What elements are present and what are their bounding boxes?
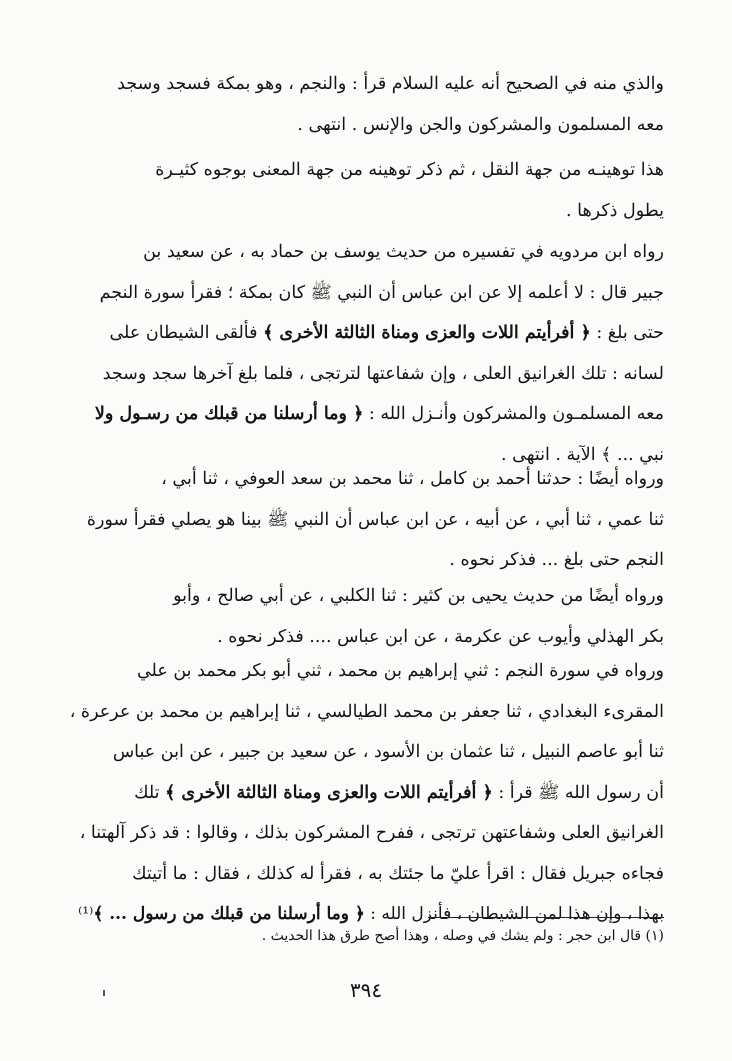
paragraph-2 [68,150,664,231]
paragraph-5 [68,576,664,657]
text-line: ثنا عمي ، ثنا أبي ، عن أبيه ، عن ابن عباس أن النبي ﷺ بينا هو يصلي فقرأ سورة [86,509,664,530]
text-line: يطول ذكرها . [565,200,664,221]
footnote: (١) قال ابن حجر : ولم يشك في وصله ، وهذا أصح طرق هذا الحديث . [261,928,664,944]
text-line: ورواه في سورة النجم : ثني إبراهيم بن محمد ، ثني أبو بكر محمد بن علي [136,661,664,681]
paragraph-3 [68,232,664,475]
text-line: الغرانيق العلى وشفاعتهن ترتجى ، ففرح المشركون بذلك ، وقالوا : قد ذكر آلهتنا ، [79,823,664,843]
text-line: نبي ... ﴾ الآية . انتهى . [501,444,664,465]
text-line: بكر الهذلي وأيوب عن عكرمة ، عن ابن عباس .... فذكر نحوه . [217,626,664,647]
text-line: لسانه : تلك الغرانيق العلى ، وإن شفاعتها لترتجى ، فلما بلغ آخرها سجد وسجد [102,363,664,384]
text-line: ثنا أبو عاصم النبيل ، ثنا عثمان بن الأسود ، عن سعيد بن جبير ، عن ابن عباس [112,742,664,762]
text-line: رواه ابن مردويه في تفسيره من حديث يوسف بن حماد به ، عن سعيد بن [143,242,664,262]
text-line: ورواه أيضًا : حدثنا أحمد بن كامل ، ثنا محمد بن سعد العوفي ، ثنا أبي ، [161,469,664,489]
page-number: ٣٩٤ [349,978,383,1002]
paragraph-4 [68,459,664,581]
paragraph-1 [68,64,664,145]
text-line: حتى بلغ : ﴿ أفرأيتم اللات والعزى ومناة الثالثة الأخرى ﴾ فألقى الشيطان على [109,323,664,343]
text-line: معه المسلمون والمشركون والجن والإنس . انتهى . [297,114,664,135]
text-line: ورواه أيضًا من حديث يحيى بن كثير : ثنا الكلبي ، عن أبي صالح ، وأبو [173,586,664,606]
text-line: بهذا ، وإن هذا لمن الشيطان ، فأنزل الله : ﴿ وما أرسلنا من قبلك من رسول ... ﴾⁽¹⁾ [78,904,664,924]
text-line: أن رسول الله ﷺ قرأ : ﴿ أفرأيتم اللات والعزى ومناة الثالثة الأخرى ﴾ تلك [134,782,664,803]
text-line: فجاءه جبريل فقال : اقرأ عليّ ما جئتك به ، فقرأ له كذلك ، فقال : ما أتيتك [132,863,664,884]
ink-mark [103,990,105,996]
footnote-separator [428,917,664,918]
text-line: معه المسلمـون والمشركون وأنـزل الله : ﴿ وما أرسلنا من قبلك من رسـول ولا [94,404,664,424]
paragraph-6 [68,651,664,935]
text-line: والذي منه في الصحيح أنه عليه السلام قرأ : والنجم ، وهو بمكة فسجد وسجد [117,74,664,94]
text-line: النجم حتى بلغ ... فذكر نحوه . [449,550,664,570]
text-line: جبير قال : لا أعلمه إلا عن ابن عباس أن النبي ﷺ كان بمكة ؛ فقرأ سورة النجم [99,282,664,303]
text-line: هذا توهينـه من جهة النقل ، ثم ذكر توهينه من جهة المعنى بوجوه كثيـرة [155,160,664,180]
text-line: المقرىء البغدادي ، ثنا جعفر بن محمد الطيالسي ، ثنا إبراهيم بن محمد بن عرعرة ، [69,701,664,722]
